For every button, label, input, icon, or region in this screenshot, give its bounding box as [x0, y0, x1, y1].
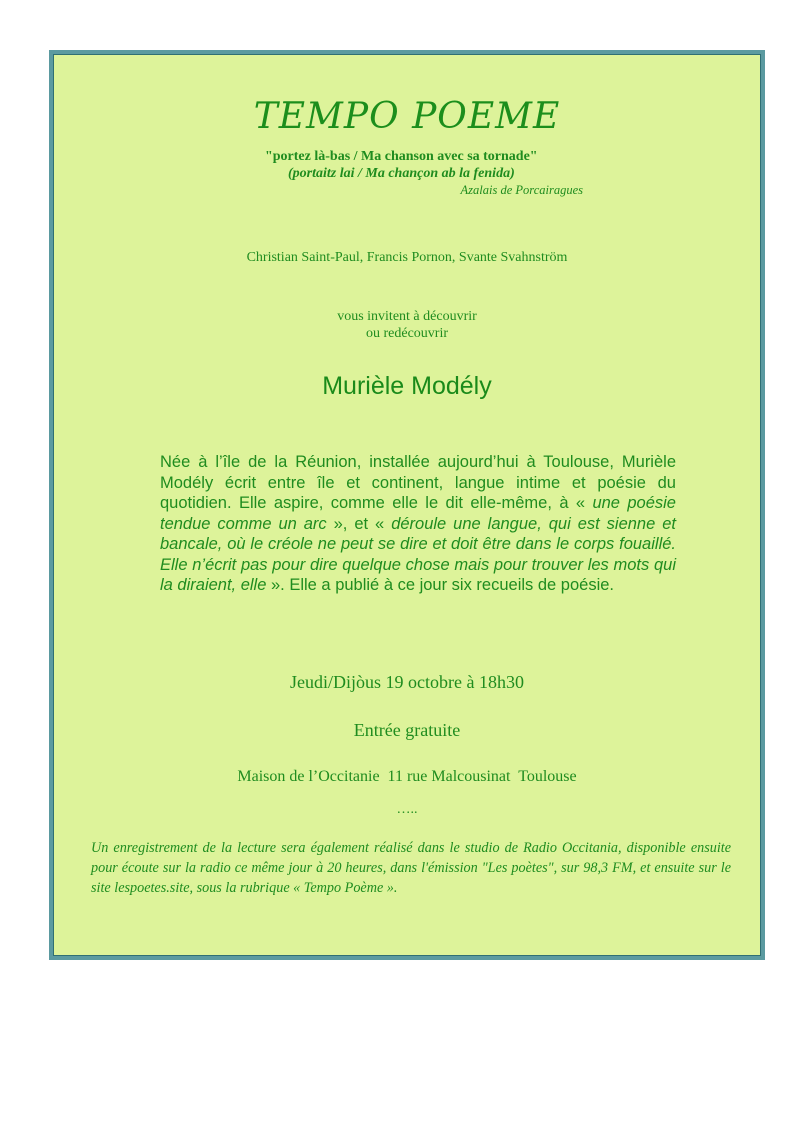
invitation [53, 308, 761, 342]
event-date: Jeudi/Dijòus 19 octobre à 18h30 [290, 672, 524, 692]
bio-quote-2: déroule une langue, qui est sienne et bancale, où le créole ne peut se dire et doit être dans le corps fouaillé. Elle n’écrit pas pour dire quelque chose mais pour trouver les mots qui la diraient, elle [160, 514, 676, 594]
bio-text-3: ». Elle a publié à ce jour six recueils de poésie. [266, 576, 615, 594]
bio-text-1: Née à l’île de la Réunion, installée aujourd’hui à Toulouse, Murièle Modély écrit entre île et continent, langue intime et poésie du quotidien. Elle aspire, comme elle le dit elle-même, à « [160, 453, 676, 512]
flyer-title: TEMPO POEME [253, 96, 561, 137]
hosts-line: Christian Saint-Paul, Francis Pornon, Svante Svahnström [246, 250, 568, 265]
poet-name: Murièle Modély [322, 372, 492, 400]
epigraph-line-occitan: (portaitz lai / Ma chançon ab la fenida) [288, 166, 515, 181]
epigraph-author: Azalais de Porcairagues [460, 183, 583, 197]
poet-biography [160, 452, 676, 596]
recording-note: Un enregistrement de la lecture sera également réalisé dans le studio de Radio Occitania, disponible ensuite pour écoute sur la radio ce même jour à 20 heures, dans l'émission "Les poètes", sur 98,3 FM, et ensuite sur le site lespoetes.site, sous la rubrique « Tempo Poème ». [91, 840, 731, 896]
event-flyer [49, 50, 765, 960]
separator-dots: ….. [396, 802, 418, 817]
bio-quote-1: une poésie tendue comme un arc [160, 494, 676, 533]
epigraph-line-french: "portez là-bas / Ma chanson avec sa tornade" [265, 149, 538, 164]
entry-fee: Entrée gratuite [353, 720, 461, 740]
event-venue: Maison de l’Occitanie 11 rue Malcousinat Toulouse [237, 768, 577, 785]
invitation-line-2: ou redécouvrir [365, 326, 449, 341]
epigraph [265, 148, 585, 199]
invitation-line-1: vous invitent à découvrir [337, 309, 477, 324]
bio-text-2: », et « [326, 514, 392, 533]
